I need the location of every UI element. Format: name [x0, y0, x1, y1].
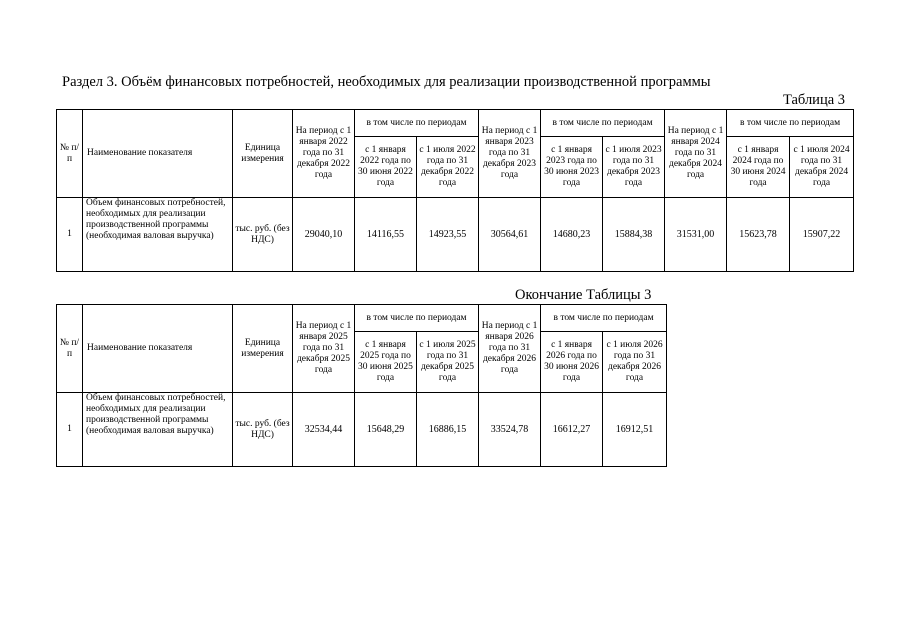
value-cell: 16612,27: [541, 393, 603, 467]
header-indicator-name: Наименование показателя: [83, 305, 233, 393]
header-unit: Единица измерения: [233, 110, 293, 198]
value-cell: 16886,15: [417, 393, 479, 467]
value-cell: 14923,55: [417, 198, 479, 272]
value-cell: 16912,51: [603, 393, 667, 467]
header-subperiods: в том числе по периодам: [355, 305, 479, 332]
value-cell: 14116,55: [355, 198, 417, 272]
header-subperiods: в том числе по периодам: [541, 110, 665, 137]
table-caption: Таблица 3: [783, 92, 846, 108]
unit-value: тыс. руб. (без НДС): [233, 393, 293, 467]
header-subperiods: в том числе по периодам: [355, 110, 479, 137]
value-cell: 15623,78: [727, 198, 790, 272]
value-cell: 33524,78: [479, 393, 541, 467]
indicator-name: Объем финансовых потребностей, необходимых для реализации производственной программы (необходимая валовая выручка): [83, 198, 233, 272]
value-cell: 15884,38: [603, 198, 665, 272]
header-second-half: с 1 июля 2022 года по 31 декабря 2022 года: [417, 137, 479, 198]
value-cell: 15648,29: [355, 393, 417, 467]
value-cell: 14680,23: [541, 198, 603, 272]
row-number: 1: [57, 393, 83, 467]
value-cell: 32534,44: [293, 393, 355, 467]
financial-needs-table: [56, 109, 854, 272]
header-unit: Единица измерения: [233, 305, 293, 393]
header-second-half: с 1 июля 2023 года по 31 декабря 2023 года: [603, 137, 665, 198]
header-row-number: № п/п: [57, 305, 83, 393]
header-first-half: с 1 января 2023 года по 30 июня 2023 года: [541, 137, 603, 198]
value-cell: 15907,22: [790, 198, 854, 272]
row-number: 1: [57, 198, 83, 272]
header-row-number: № п/п: [57, 110, 83, 198]
indicator-name: Объем финансовых потребностей, необходимых для реализации производственной программы (необходимая валовая выручка): [83, 393, 233, 467]
header-period-total: На период с 1 января 2026 года по 31 декабря 2026 года: [479, 305, 541, 393]
table-row: [57, 393, 667, 467]
header-second-half: с 1 июля 2024 года по 31 декабря 2024 года: [790, 137, 854, 198]
header-second-half: с 1 июля 2025 года по 31 декабря 2025 года: [417, 332, 479, 393]
header-first-half: с 1 января 2024 года по 30 июня 2024 года: [727, 137, 790, 198]
header-indicator-name: Наименование показателя: [83, 110, 233, 198]
header-period-total: На период с 1 января 2024 года по 31 декабря 2024 года: [665, 110, 727, 198]
header-period-total: На период с 1 января 2025 года по 31 декабря 2025 года: [293, 305, 355, 393]
value-cell: 30564,61: [479, 198, 541, 272]
header-period-total: На период с 1 января 2022 года по 31 декабря 2022 года: [293, 110, 355, 198]
header-subperiods: в том числе по периодам: [727, 110, 854, 137]
financial-needs-table-continuation: [56, 304, 667, 467]
unit-value: тыс. руб. (без НДС): [233, 198, 293, 272]
section-title: Раздел 3. Объём финансовых потребностей, необходимых для реализации производственной программы: [62, 74, 711, 90]
header-first-half: с 1 января 2026 года по 30 июня 2026 года: [541, 332, 603, 393]
table-caption-continuation: Окончание Таблицы 3: [515, 287, 652, 303]
header-period-total: На период с 1 января 2023 года по 31 декабря 2023 года: [479, 110, 541, 198]
value-cell: 31531,00: [665, 198, 727, 272]
header-subperiods: в том числе по периодам: [541, 305, 667, 332]
value-cell: 29040,10: [293, 198, 355, 272]
header-second-half: с 1 июля 2026 года по 31 декабря 2026 года: [603, 332, 667, 393]
header-first-half: с 1 января 2022 года по 30 июня 2022 года: [355, 137, 417, 198]
header-first-half: с 1 января 2025 года по 30 июня 2025 года: [355, 332, 417, 393]
table-row: [57, 198, 854, 272]
